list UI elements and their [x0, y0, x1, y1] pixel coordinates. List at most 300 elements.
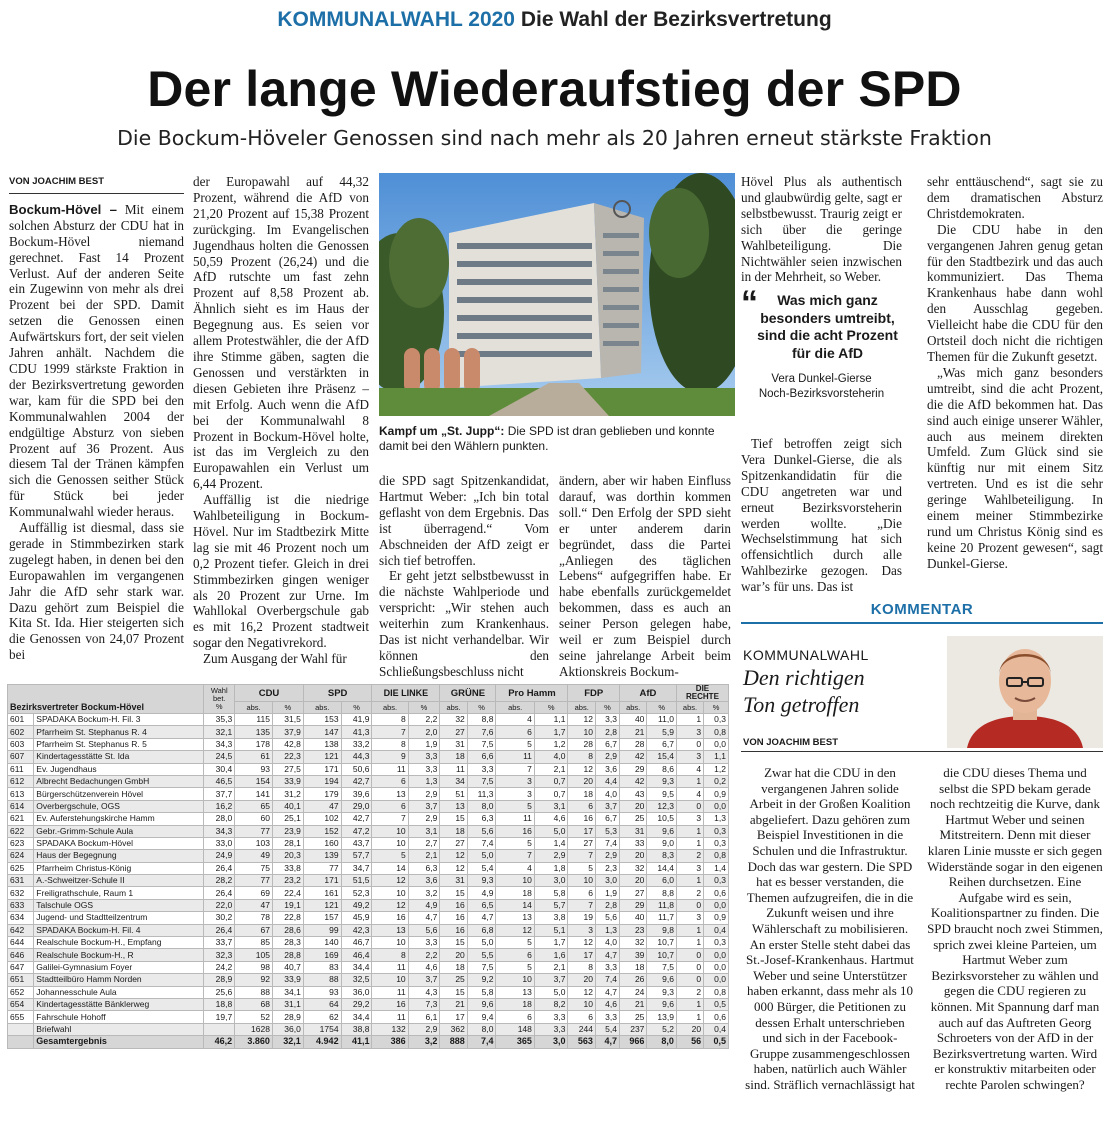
vote-value: 16 [440, 899, 467, 911]
vote-value: 3,1 [534, 800, 568, 812]
polling-station: Realschule Bockum-H., Empfang [34, 937, 204, 949]
vote-value: 12 [568, 937, 595, 949]
vote-value: 2,0 [408, 726, 440, 738]
vote-value: 42,7 [341, 775, 372, 787]
vote-value: 152 [303, 825, 341, 837]
vote-value: 0,0 [704, 949, 729, 961]
vote-value: 10 [372, 937, 408, 949]
vote-value: 9,2 [467, 974, 496, 986]
vote-value: 1,9 [595, 887, 619, 899]
district-number: 614 [8, 800, 34, 812]
vote-value: 1 [676, 837, 703, 849]
turnout-value: 24,5 [204, 751, 235, 763]
vote-value: 39,6 [341, 788, 372, 800]
vote-value: 42,7 [341, 813, 372, 825]
vote-value: 2,1 [534, 763, 568, 775]
vote-value: 3,7 [595, 800, 619, 812]
vote-value: 1 [676, 998, 703, 1010]
article-paragraph: der Europawahl auf 44,32 Prozent, während die AfD von 21,20 Prozent auf 15,38 Prozent zurückging. Im Evangelischen Jugendhaus holten die Genossen 50,59 Prozent (26,24) und die AfD rutschte um fast zehn Prozent auf 8,58 Prozent ab. Ähnlich sieht es im Haus der Begegnung aus. Es seien vor allem Protestwähler, die der AfD ihre Stimme gäben, sagten die Genossen und verstärkten in diesen Gebieten ihre Präsenz – mit Erfolg. Auch wenn die AfD bei der Kommunalwahl 8 Prozent in Bockum-Hövel holte, ist das im Vergleich zu den Europawahlen ein Verlust um 6,44 Prozent. [193, 174, 369, 492]
caption-text: Die SPD ist dran geblieben und konnte damit bei den Wählern punkten. [379, 424, 715, 453]
subheader-percent: % [467, 702, 496, 714]
vote-value: 2,9 [408, 1023, 440, 1035]
vote-value: 15,4 [647, 751, 677, 763]
vote-value: 160 [303, 837, 341, 849]
vote-value: 4 [676, 788, 703, 800]
table-header [8, 685, 729, 714]
vote-value: 68 [235, 998, 273, 1010]
vote-value: 13 [372, 788, 408, 800]
vote-value: 1,3 [704, 813, 729, 825]
vote-value: 47 [303, 800, 341, 812]
vote-value: 3 [676, 862, 703, 874]
vote-value: 38,8 [341, 1023, 372, 1035]
vote-value: 12 [440, 850, 467, 862]
vote-value: 6 [568, 887, 595, 899]
vote-value: 5,1 [534, 924, 568, 936]
vote-value: 7,5 [467, 961, 496, 973]
table-row [8, 751, 729, 763]
article-column-2 [193, 174, 369, 667]
author-portrait-illustration [947, 636, 1103, 748]
vote-value: 1 [676, 924, 703, 936]
turnout-value: 26,4 [204, 862, 235, 874]
table-row [8, 924, 729, 936]
article-paragraph: Hövel Plus als authentisch und glaubwürdig gelte, sagt er selbstbewusst. Traurig zeigt er sich über die geringe Wahlbeteiligung. Die Nichtwähler seien inzwischen in der Mehrheit, so Weber. [741, 174, 902, 285]
polling-station: Bürgerschützenverein Hövel [34, 788, 204, 800]
vote-value: 20 [619, 875, 646, 887]
turnout-value: 32,3 [204, 949, 235, 961]
vote-value: 12 [496, 924, 534, 936]
vote-value: 1,7 [534, 937, 568, 949]
subheader-abs: abs. [676, 702, 703, 714]
vote-value: 9,3 [467, 875, 496, 887]
vote-value: 2,2 [408, 714, 440, 726]
vote-value: 4,0 [534, 751, 568, 763]
turnout-value [204, 1023, 235, 1035]
vote-value: 43 [619, 788, 646, 800]
vote-value: 3.860 [235, 1036, 273, 1048]
vote-value: 6,7 [647, 738, 677, 750]
pull-quote [741, 284, 902, 402]
vote-value: 0,5 [704, 998, 729, 1010]
table-row [8, 813, 729, 825]
vote-value: 88 [235, 986, 273, 998]
vote-value: 5,6 [595, 912, 619, 924]
vote-value: 5,9 [647, 726, 677, 738]
district-number: 644 [8, 937, 34, 949]
turnout-value: 25,6 [204, 986, 235, 998]
vote-value: 102 [303, 813, 341, 825]
table-row [8, 887, 729, 899]
vote-value: 10 [496, 974, 534, 986]
vote-value: 6 [568, 1011, 595, 1023]
vote-value: 40,7 [272, 961, 303, 973]
polling-station: SPADAKA Bockum-Hövel [34, 837, 204, 849]
vote-value: 9,6 [647, 825, 677, 837]
vote-value: 93 [235, 763, 273, 775]
table-row [8, 714, 729, 726]
vote-value: 17 [440, 1011, 467, 1023]
polling-station: Johannesschule Aula [34, 986, 204, 998]
vote-value: 49 [235, 850, 273, 862]
vote-value: 2,1 [408, 850, 440, 862]
vote-value: 3,3 [595, 961, 619, 973]
vote-value: 20 [676, 1023, 703, 1035]
vote-value: 1 [676, 937, 703, 949]
turnout-column-header: Wahl bet. % [204, 685, 235, 714]
vote-value: 194 [303, 775, 341, 787]
vote-value: 0 [676, 974, 703, 986]
vote-value: 9,6 [647, 998, 677, 1010]
vote-value: 5,3 [595, 825, 619, 837]
vote-value: 32 [619, 862, 646, 874]
vote-value: 5,0 [467, 937, 496, 949]
district-number [8, 1036, 34, 1048]
vote-value: 7 [496, 850, 534, 862]
vote-value: 6,6 [467, 751, 496, 763]
vote-value: 2,9 [595, 751, 619, 763]
vote-value: 9,0 [647, 837, 677, 849]
vote-value: 3 [676, 751, 703, 763]
vote-value: 0 [676, 800, 703, 812]
vote-value: 6,8 [467, 924, 496, 936]
vote-value: 22,8 [272, 912, 303, 924]
vote-value: 10 [372, 887, 408, 899]
vote-value: 3 [568, 924, 595, 936]
party-header-linke: DIE LINKE [372, 685, 440, 702]
vote-value: 0,4 [704, 1023, 729, 1035]
vote-value: 18 [619, 961, 646, 973]
vote-value: 34,4 [341, 1011, 372, 1023]
vote-value: 10 [372, 974, 408, 986]
vote-value: 1,2 [704, 763, 729, 775]
vote-value: 0,0 [704, 961, 729, 973]
article-column-4 [559, 473, 731, 680]
article-column-5-bottom [741, 436, 902, 595]
table-row [8, 788, 729, 800]
vote-value: 5,0 [534, 825, 568, 837]
district-number: 632 [8, 887, 34, 899]
party-header-fdp: FDP [568, 685, 619, 702]
vote-value: 47,2 [341, 825, 372, 837]
vote-value: 12 [440, 862, 467, 874]
polling-station: Gebr.-Grimm-Schule Aula [34, 825, 204, 837]
vote-value: 18 [496, 887, 534, 899]
quote-mark-icon: “ [741, 284, 758, 322]
vote-value: 13 [496, 986, 534, 998]
vote-value: 31 [440, 738, 467, 750]
vote-value: 10 [372, 825, 408, 837]
vote-value: 20 [440, 949, 467, 961]
vote-value: 34,7 [341, 862, 372, 874]
vote-value: 16 [568, 813, 595, 825]
district-number: 611 [8, 763, 34, 775]
vote-value: 24 [619, 986, 646, 998]
vote-value: 15 [440, 887, 467, 899]
polling-station: Freiligrathschule, Raum 1 [34, 887, 204, 899]
vote-value: 7,5 [647, 961, 677, 973]
vote-value: 12 [372, 899, 408, 911]
vote-value: 10 [568, 726, 595, 738]
vote-value: 10,7 [647, 937, 677, 949]
table-body [8, 714, 729, 1049]
vote-value: 8 [372, 738, 408, 750]
vote-value: 39 [619, 949, 646, 961]
table-row [8, 899, 729, 911]
vote-value: 1,7 [534, 726, 568, 738]
vote-value: 135 [235, 726, 273, 738]
vote-value: 8 [568, 961, 595, 973]
vote-value: 20 [619, 800, 646, 812]
polling-station: Realschule Bockum-H., R [34, 949, 204, 961]
district-number: 607 [8, 751, 34, 763]
table-row [8, 937, 729, 949]
vote-value: 22,4 [272, 887, 303, 899]
vote-value: 20 [568, 974, 595, 986]
polling-station: Fahrschule Hohoff [34, 1011, 204, 1023]
vote-value: 7,4 [467, 837, 496, 849]
kommentar-heading: KOMMENTAR [870, 601, 974, 618]
polling-station: Pfarrheim St. Stephanus R. 5 [34, 738, 204, 750]
vote-value: 6,1 [408, 1011, 440, 1023]
vote-value: 11 [372, 763, 408, 775]
subheader-abs: abs. [440, 702, 467, 714]
district-number: 613 [8, 788, 34, 800]
vote-value: 5 [568, 862, 595, 874]
polling-station: Talschule OGS [34, 899, 204, 911]
vote-value: 11 [372, 961, 408, 973]
vote-value: 888 [440, 1036, 467, 1048]
polling-station: Stadtteilbüro Hamm Norden [34, 974, 204, 986]
vote-value: 26 [619, 974, 646, 986]
hospital-building-illustration [379, 173, 735, 416]
vote-value: 4,0 [595, 788, 619, 800]
caption-lead: Kampf um „St. Jupp“: [379, 424, 505, 438]
turnout-value: 34,3 [204, 825, 235, 837]
vote-value: 0,5 [704, 1036, 729, 1048]
vote-value: 27,5 [272, 763, 303, 775]
vote-value: 1,8 [534, 862, 568, 874]
polling-station: Albrecht Bedachungen GmbH [34, 775, 204, 787]
vote-value: 12 [372, 875, 408, 887]
vote-value: 15 [440, 986, 467, 998]
vote-value: 62 [303, 1011, 341, 1023]
vote-value: 0,6 [704, 1011, 729, 1023]
vote-value: 31,5 [272, 714, 303, 726]
table-header-row [8, 685, 729, 702]
vote-value: 0,0 [704, 800, 729, 812]
vote-value: 9,5 [647, 788, 677, 800]
vote-value: 1,2 [534, 738, 568, 750]
vote-value: 25,1 [272, 813, 303, 825]
turnout-value: 28,0 [204, 813, 235, 825]
vote-value: 4,0 [595, 937, 619, 949]
vote-value: 6,5 [467, 899, 496, 911]
author-portrait [947, 636, 1103, 748]
vote-value: 0,6 [704, 887, 729, 899]
vote-value: 28,8 [272, 949, 303, 961]
vote-value: 25 [619, 813, 646, 825]
kicker-topic: KOMMUNALWAHL 2020 [277, 8, 515, 31]
turnout-value: 37,7 [204, 788, 235, 800]
vote-value: 0 [676, 738, 703, 750]
polling-station: SPADAKA Bockum-H. Fil. 4 [34, 924, 204, 936]
table-row [8, 800, 729, 812]
turnout-value: 24,9 [204, 850, 235, 862]
vote-value: 2 [676, 887, 703, 899]
election-results-table [7, 684, 729, 1049]
table-row [8, 974, 729, 986]
vote-value: 148 [496, 1023, 534, 1035]
turnout-value: 26,4 [204, 924, 235, 936]
district-number: 622 [8, 825, 34, 837]
vote-value: 179 [303, 788, 341, 800]
turnout-value: 46,2 [204, 1036, 235, 1048]
vote-value: 7,3 [408, 998, 440, 1010]
vote-value: 46,7 [341, 937, 372, 949]
kommentar-byline: VON JOACHIM BEST [743, 737, 839, 748]
vote-value: 5,8 [467, 986, 496, 998]
vote-value: 4,6 [595, 998, 619, 1010]
vote-value: 3,8 [534, 912, 568, 924]
vote-value: 2,9 [595, 850, 619, 862]
article-paragraph: Tief betroffen zeigt sich Vera Dunkel-Gierse, die als Spitzenkandidatin für die CDU angetreten war und erneut Bezirksvorsteherin werden wollte. „Die Wechselstimmung hat sich offensichtlich durch alle Wahlbezirke gezogen. Das war’s für uns. Das ist [741, 436, 902, 595]
polling-station: Haus der Begegnung [34, 850, 204, 862]
table-row [8, 837, 729, 849]
article-paragraph: Er geht jetzt selbstbewusst in die nächste Wahlperiode und verspricht: „Wir stehen auch weiterhin zum Krankenhaus. Das ist nicht verhandelbar. Wir können den Schließungsbeschluss nicht [379, 568, 549, 679]
vote-value: 42 [619, 775, 646, 787]
district-number: 601 [8, 714, 34, 726]
vote-value: 8,8 [467, 714, 496, 726]
vote-value: 77 [235, 875, 273, 887]
vote-value: 171 [303, 875, 341, 887]
kommentar-column-2: die CDU dieses Thema und selbst die SPD bekam gerade noch rechtzeitig die Kurve, dank Hartmut Weber und seinen Mitstreitern. Denn mit dieser klaren Linie musste er sich gegen Widerstände sogar in den eigenen Reihen durchsetzen. Eine Aufgabe wird es sein, Koalitionspartner zu finden. Die SPD braucht noch zwei Stimmen, sprich zwei kleine Parteien, um Hartmut Weber zum Bezirksvorsteher zu wählen und gegen die CDU regieren zu können. Mit Spannung darf man auch auf das Auftreten Georg Schroeters von der AfD in der Bezirksvertretung warten. Wird er konstruktiv mitarbeiten oder rechte Parolen schwingen? [927, 765, 1103, 1092]
vote-value: 3,1 [408, 825, 440, 837]
vote-value: 3,3 [467, 763, 496, 775]
vote-value: 121 [303, 899, 341, 911]
quote-author-name: Vera Dunkel-Gierse [771, 373, 872, 385]
district-number: 646 [8, 949, 34, 961]
turnout-value: 33,0 [204, 837, 235, 849]
vote-value: 20,3 [272, 850, 303, 862]
kommentar-label: KOMMUNALWAHL [743, 647, 869, 663]
district-number: 654 [8, 998, 34, 1010]
subheader-abs: abs. [303, 702, 341, 714]
vote-value: 1 [676, 875, 703, 887]
vote-value: 8,0 [647, 1036, 677, 1048]
polling-station: Kindertagesstätte St. Ida [34, 751, 204, 763]
vote-value: 52,3 [341, 887, 372, 899]
vote-value: 0,0 [704, 974, 729, 986]
vote-value: 13,9 [647, 1011, 677, 1023]
turnout-value: 34,3 [204, 738, 235, 750]
vote-value: 27 [568, 837, 595, 849]
vote-value: 64 [303, 998, 341, 1010]
vote-value: 8,3 [647, 850, 677, 862]
vote-value: 139 [303, 850, 341, 862]
vote-value: 78 [235, 912, 273, 924]
vote-value: 4,7 [467, 912, 496, 924]
vote-value: 1754 [303, 1023, 341, 1035]
vote-value: 3,3 [595, 1011, 619, 1023]
vote-value: 2 [676, 986, 703, 998]
district-number: 621 [8, 813, 34, 825]
vote-value: 8,0 [467, 800, 496, 812]
kommentar-column-1: Zwar hat die CDU in den vergangenen Jahren solide Arbeit in der Großen Koalition abgeliefert. Dazu gehören zum Beispiel Investitionen in die Schulen und die Infrastruktur. Doch das war gestern. Die SPD hat es besser verstanden, die Themen aufzugreifen, die in die Zukunft weisen und ihre Wählerschaft zu mobilisieren. An erster Stelle steht dabei das St.-Josef-Krankenhaus. Hartmut Weber und seine Unterstützer haben erkannt, dass mehr als 10 000 Bürger, die Petitionen zu dessen Erhalt unterschrieben und sich in der Facebook-Gruppe zusammengeschlossen haben, natürlich auch Wähler sind. Sträflich vernachlässigt hat [745, 765, 915, 1092]
vote-value: 105 [235, 949, 273, 961]
table-row [8, 763, 729, 775]
turnout-value: 22,0 [204, 899, 235, 911]
vote-value: 141 [235, 788, 273, 800]
vote-value: 19 [568, 912, 595, 924]
vote-value: 0,0 [704, 899, 729, 911]
vote-value: 92 [235, 974, 273, 986]
vote-value: 5 [496, 800, 534, 812]
vote-value: 19,1 [272, 899, 303, 911]
vote-value: 0,8 [704, 986, 729, 998]
vote-value: 60 [235, 813, 273, 825]
vote-value: 37,9 [272, 726, 303, 738]
vote-value: 9,8 [647, 924, 677, 936]
vote-value: 10 [496, 875, 534, 887]
vote-value: 23 [619, 924, 646, 936]
article-paragraph: Auffällig ist die niedrige Wahlbeteiligung in Bockum-Hövel. Nur im Stadtbezirk Mitte lag sie mit 46 Prozent noch um 0,2 Prozent tiefer. Gleich in drei Stimmbezirken gingen weniger als 20 Prozent zur Urne. Im Wahllokal Overbergschule gab es mit 16,2 Prozent stadtweit sogar den Negativrekord. [193, 492, 369, 651]
vote-value: 1,6 [534, 949, 568, 961]
vote-value: 44,3 [341, 751, 372, 763]
vote-value: 11 [496, 813, 534, 825]
vote-value: 6 [496, 949, 534, 961]
subheader-abs: abs. [568, 702, 595, 714]
vote-value: 67 [235, 924, 273, 936]
vote-value: 4,7 [595, 986, 619, 998]
vote-value: 140 [303, 937, 341, 949]
polling-station: A.-Schweitzer-Schule II [34, 875, 204, 887]
vote-value: 12,3 [647, 800, 677, 812]
vote-value: 23,9 [272, 825, 303, 837]
vote-value: 2,2 [408, 949, 440, 961]
vote-value: 20 [568, 775, 595, 787]
vote-value: 1,3 [408, 775, 440, 787]
vote-value: 21 [619, 998, 646, 1010]
vote-value: 157 [303, 912, 341, 924]
dateline: Bockum-Hövel – [9, 201, 117, 217]
vote-value: 33,9 [272, 775, 303, 787]
vote-value: 1,1 [704, 751, 729, 763]
table-total-row [8, 1036, 729, 1048]
vote-value: 4,7 [595, 949, 619, 961]
turnout-value: 33,7 [204, 937, 235, 949]
district-number: 623 [8, 837, 34, 849]
vote-value: 50,6 [341, 763, 372, 775]
vote-value: 2,7 [408, 837, 440, 849]
district-number: 634 [8, 912, 34, 924]
vote-value: 23,2 [272, 875, 303, 887]
vote-value: 0,2 [704, 775, 729, 787]
vote-value: 41,9 [341, 714, 372, 726]
vote-value: 15 [440, 937, 467, 949]
vote-value: 29,0 [341, 800, 372, 812]
table-row [8, 1011, 729, 1023]
vote-value: 29 [619, 899, 646, 911]
subheader-percent: % [647, 702, 677, 714]
vote-value: 4,9 [467, 887, 496, 899]
vote-value: 18 [568, 788, 595, 800]
vote-value: 12 [568, 714, 595, 726]
vote-value: 7,4 [595, 837, 619, 849]
vote-value: 13 [440, 800, 467, 812]
photo-caption [379, 424, 735, 454]
vote-value: 27 [619, 887, 646, 899]
